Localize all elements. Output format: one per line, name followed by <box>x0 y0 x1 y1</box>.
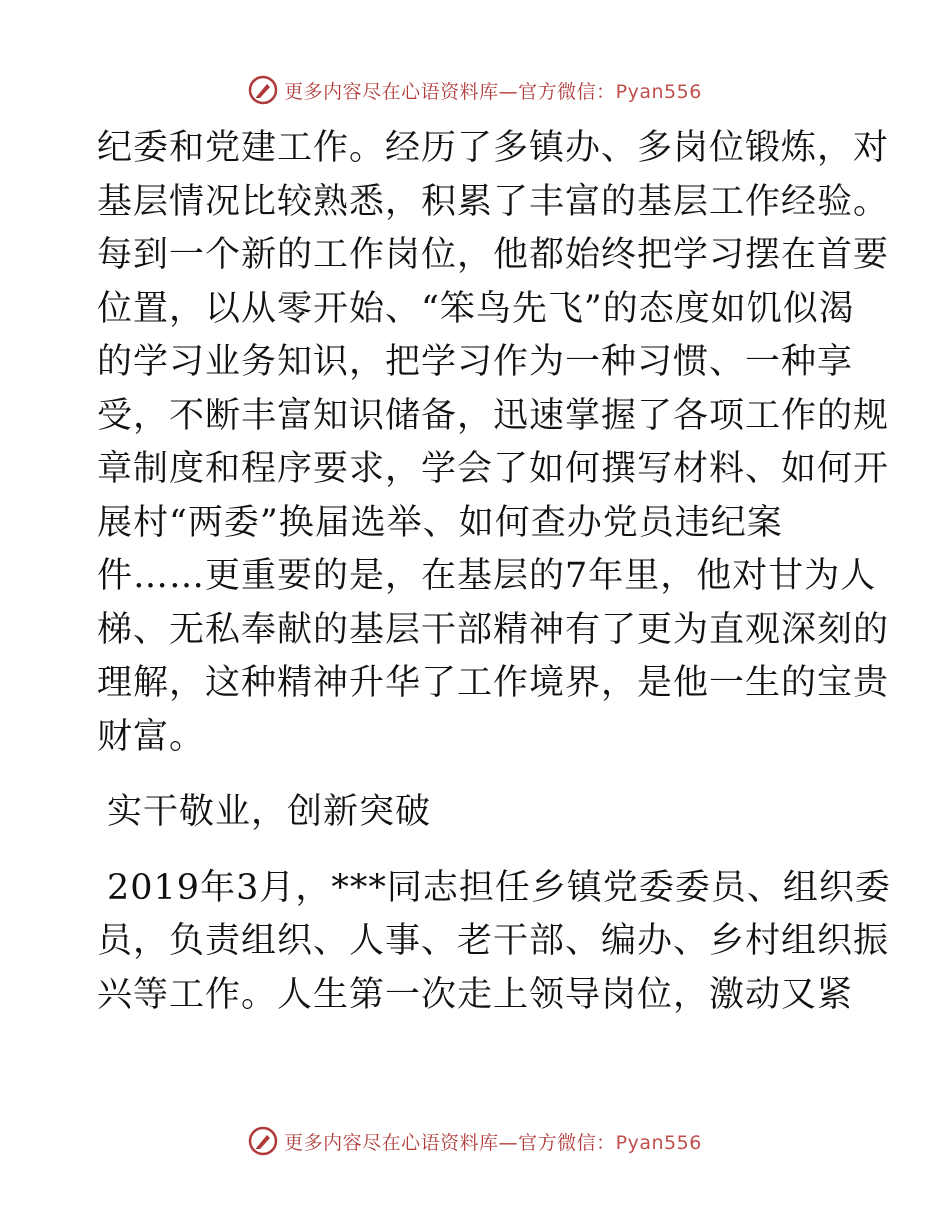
watermark-text: 更多内容尽在心语资料库—官方微信：Pyan556 <box>284 1131 702 1154</box>
pen-logo-icon <box>248 75 278 105</box>
header-watermark <box>0 70 950 110</box>
text-line: 基层情况比较熟悉，积累了丰富的基层工作经验。 <box>97 181 890 222</box>
text-line: 位置，以从零开始、“笨鸟先飞”的态度如饥似渴 <box>97 288 855 329</box>
text-line: 展村“两委”换届选举、如何查办党员违纪案 <box>97 502 783 543</box>
paragraph-1 <box>97 122 890 764</box>
text-line: 每到一个新的工作岗位，他都始终把学习摆在首要 <box>97 235 890 275</box>
text-line: 的学习业务知识，把学习作为一种习惯、一种享 <box>97 342 854 382</box>
text-line: 员，负责组织、人事、老干部、编办、乡村组织振 <box>97 921 890 961</box>
text-line: 梯、无私奉献的基层干部精神有了更为直观深刻的 <box>97 609 890 650</box>
text-line: 件……更重要的是，在基层的7年里，他对甘为人 <box>97 556 877 596</box>
paragraph-2 <box>97 862 891 1023</box>
watermark-text: 更多内容尽在心语资料库—官方微信：Pyan556 <box>284 80 702 103</box>
watermark-id: Pyan556 <box>615 80 702 103</box>
text-line: 兴等工作。人生第一次走上领导岗位，激动又紧 <box>97 974 854 1015</box>
text-line: 章制度和程序要求，学会了如何撰写材料、如何开 <box>97 449 890 489</box>
footer-watermark <box>0 1121 950 1161</box>
text-line: 财富。 <box>97 716 206 757</box>
text-line: 2019年3月，***同志担任乡镇党委委员、组织委 <box>107 867 891 908</box>
text-line: 纪委和党建工作。经历了多镇办、多岗位锻炼，对 <box>97 128 890 168</box>
text-line: 理解，这种精神升华了工作境界，是他一生的宝贵 <box>97 663 890 703</box>
watermark-id: Pyan556 <box>615 1131 702 1154</box>
section-heading: 实干敬业，创新突破 <box>107 792 432 832</box>
text-line: 受，不断丰富知识储备，迅速掌握了各项工作的规 <box>97 395 890 436</box>
document-body <box>97 122 891 1022</box>
pen-logo-icon <box>248 1126 278 1156</box>
